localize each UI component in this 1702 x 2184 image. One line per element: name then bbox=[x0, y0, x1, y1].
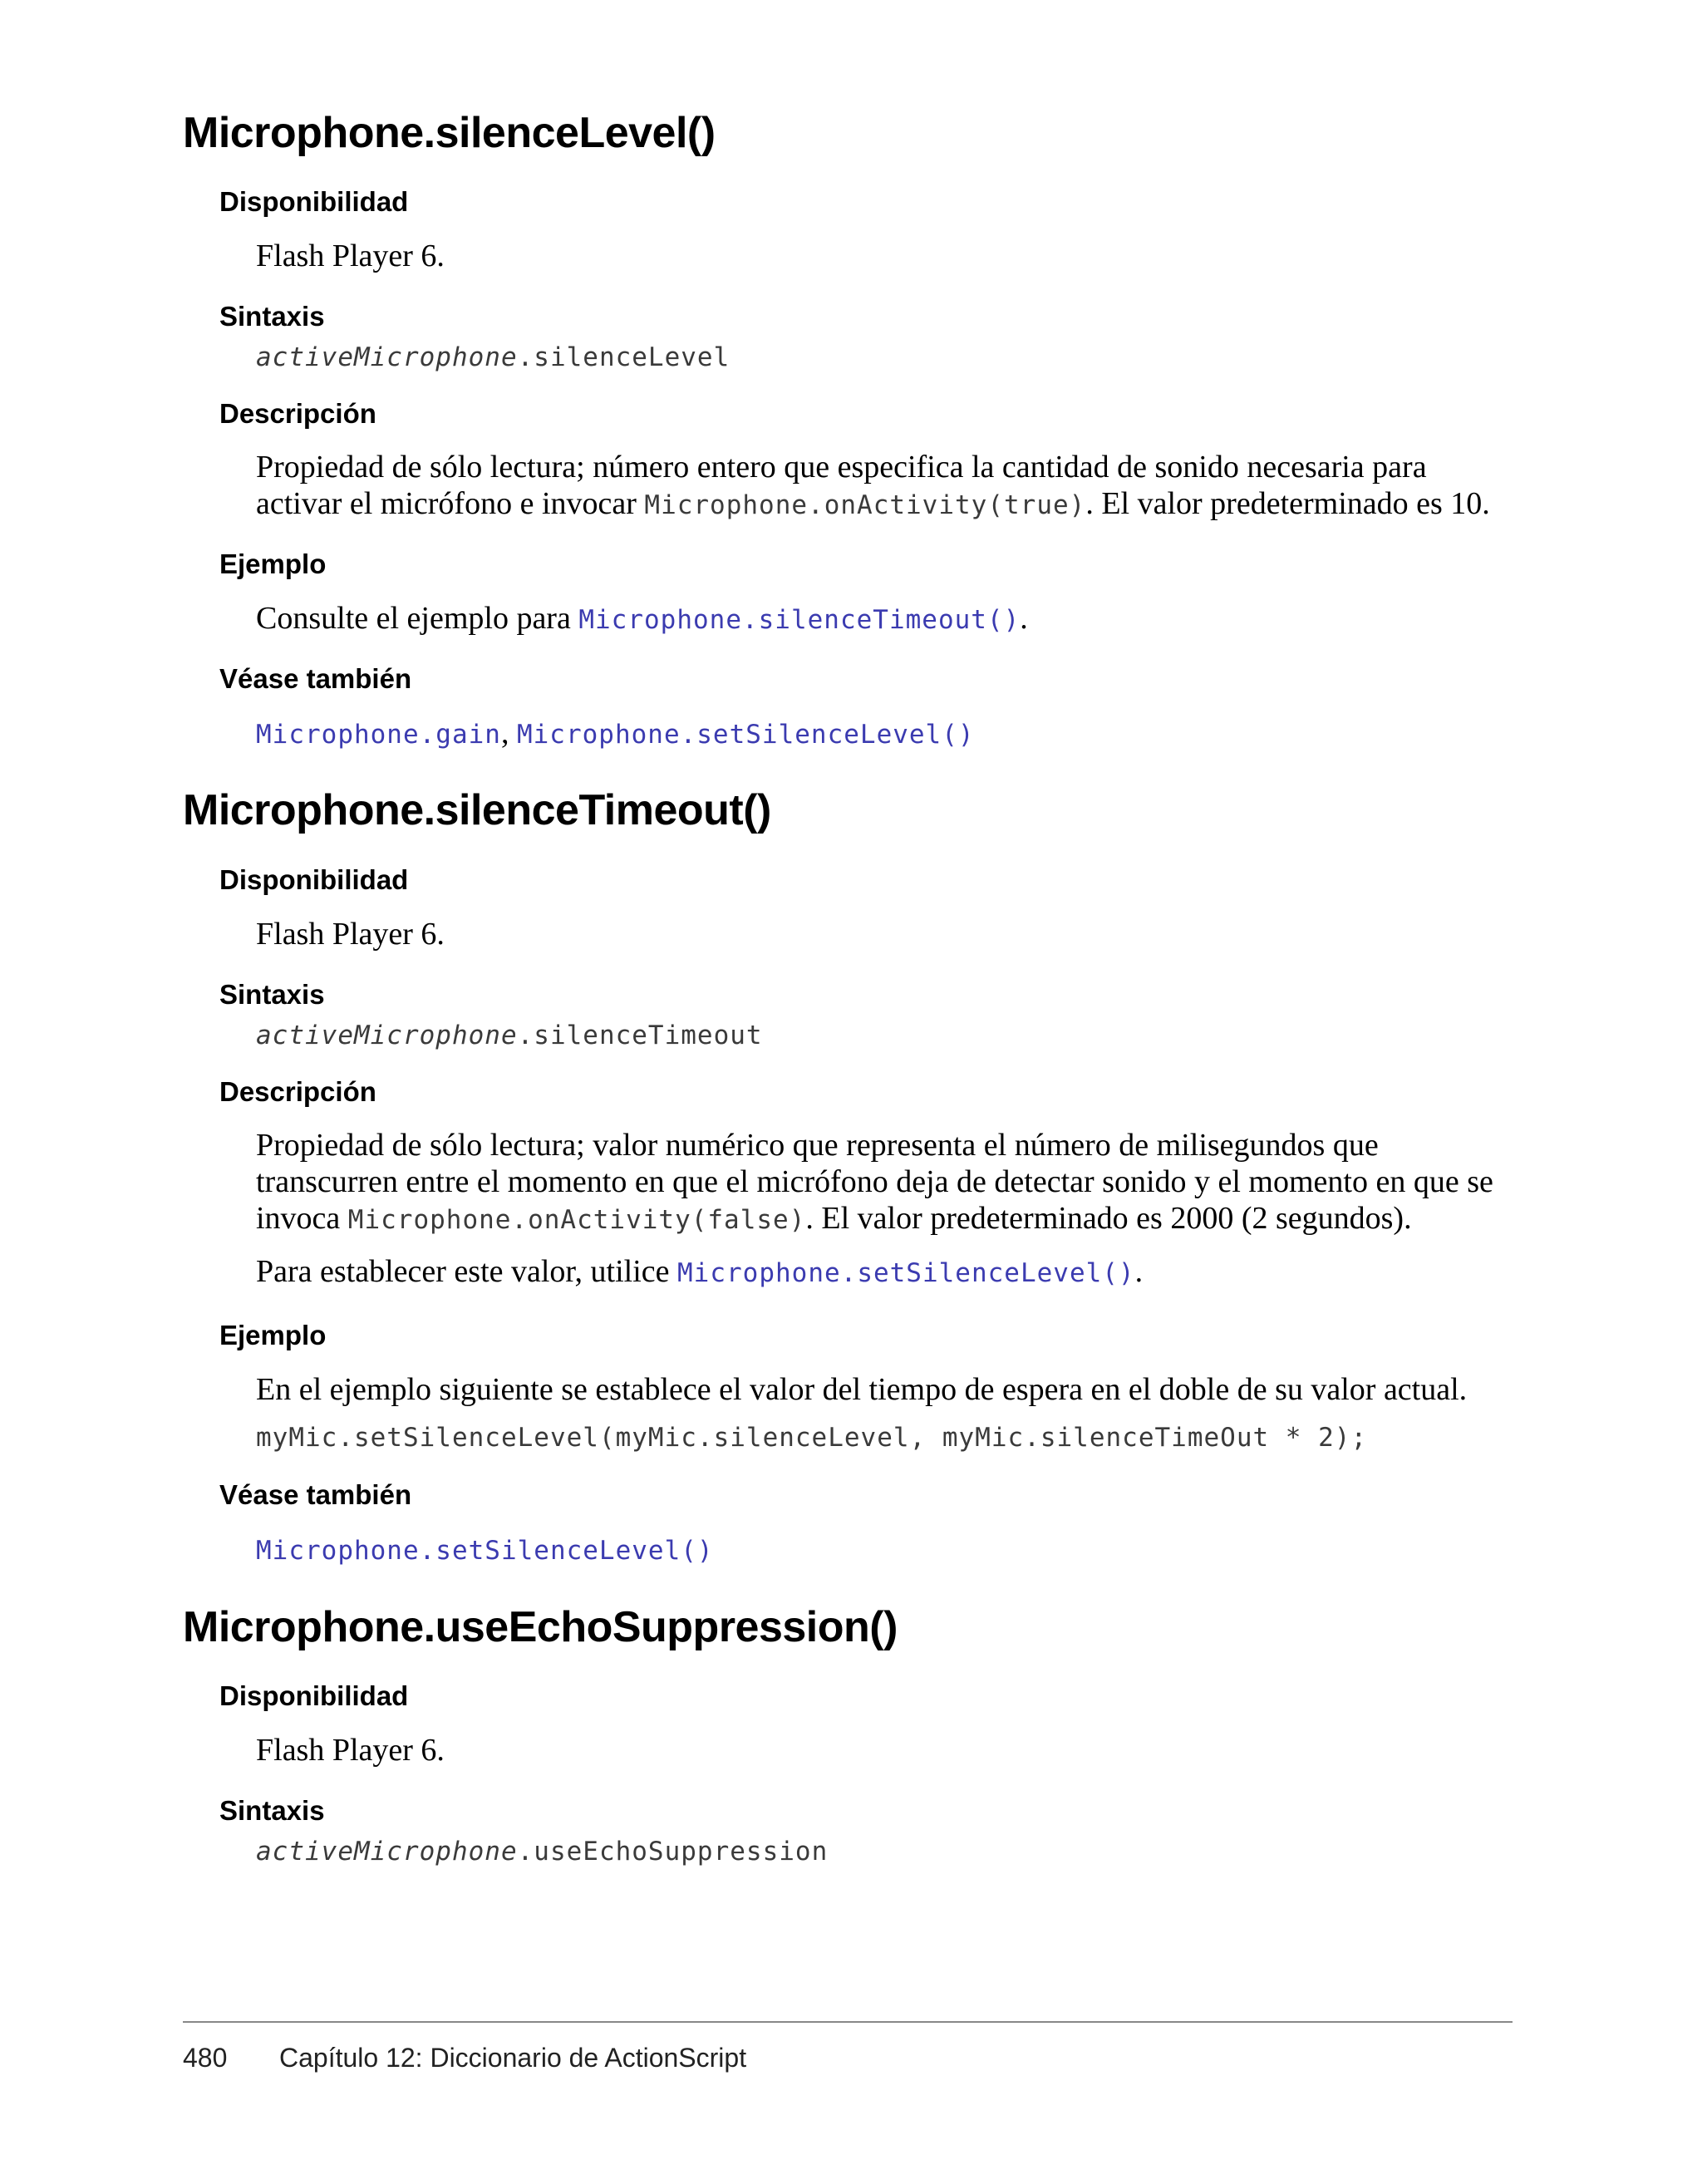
syntax-code-property: .silenceLevel bbox=[517, 342, 730, 372]
example-code: myMic.setSilenceLevel(myMic.silenceLevel, myMic.silenceTimeOut * 2); bbox=[256, 1423, 1368, 1453]
chapter-title: Capítulo 12: Diccionario de ActionScript bbox=[279, 2043, 747, 2073]
silence-timeout-link[interactable]: Microphone.silenceTimeout() bbox=[578, 605, 1021, 635]
availability-text: Flash Player 6. bbox=[256, 239, 445, 273]
description-text-end: . El valor predeterminado es 2000 (2 segundos). bbox=[805, 1201, 1412, 1236]
see-also-heading: Véase también bbox=[219, 1479, 412, 1510]
syntax-heading: Sintaxis bbox=[219, 979, 325, 1010]
footer-divider bbox=[183, 2021, 1513, 2023]
example-heading: Ejemplo bbox=[219, 1320, 327, 1350]
availability-heading: Disponibilidad bbox=[219, 864, 409, 895]
description-heading: Descripción bbox=[219, 398, 376, 429]
page-number: 480 bbox=[183, 2043, 228, 2073]
example-heading: Ejemplo bbox=[219, 548, 327, 579]
section-title: Microphone.silenceTimeout() bbox=[183, 786, 771, 834]
syntax-heading: Sintaxis bbox=[219, 1795, 325, 1826]
syntax-code bbox=[256, 342, 730, 372]
availability-heading: Disponibilidad bbox=[219, 186, 409, 217]
set-silence-level-link[interactable]: Microphone.setSilenceLevel() bbox=[256, 1536, 714, 1566]
description-text bbox=[256, 1127, 1519, 1238]
syntax-code-object: activeMicrophone bbox=[256, 1021, 518, 1050]
example-text bbox=[256, 600, 1519, 638]
description-text-2 bbox=[256, 1253, 1519, 1291]
availability-text: Flash Player 6. bbox=[256, 917, 445, 952]
syntax-code-object: activeMicrophone bbox=[256, 1837, 518, 1867]
syntax-code bbox=[256, 1021, 763, 1050]
syntax-code-property: .silenceTimeout bbox=[517, 1021, 763, 1050]
syntax-heading: Sintaxis bbox=[219, 301, 325, 332]
set-silence-level-link[interactable]: Microphone.setSilenceLevel() bbox=[677, 1258, 1135, 1288]
see-also-separator: , bbox=[500, 716, 517, 750]
see-also-links bbox=[256, 715, 1519, 753]
description-inline-code: Microphone.onActivity(false) bbox=[347, 1205, 806, 1235]
section-title: Microphone.useEchoSuppression() bbox=[183, 1603, 898, 1651]
description-text bbox=[256, 449, 1519, 524]
description-heading: Descripción bbox=[219, 1076, 376, 1107]
description-text-start: Propiedad de sólo lectura; valor numérico que representa el número de milisegundos que transcurren entre el momento en que el micrófono deja de detectar sonido y el momento en que se invoca bbox=[256, 1128, 1493, 1236]
syntax-code bbox=[256, 1837, 828, 1867]
availability-heading: Disponibilidad bbox=[219, 1680, 409, 1711]
section-title: Microphone.silenceLevel() bbox=[183, 109, 716, 157]
description2-text-start: Para establecer este valor, utilice bbox=[256, 1254, 678, 1289]
description-text-end: . El valor predeterminado es 10. bbox=[1085, 486, 1490, 521]
see-also-heading: Véase también bbox=[219, 663, 412, 694]
set-silence-level-link[interactable]: Microphone.setSilenceLevel() bbox=[516, 720, 975, 750]
description-text-start: Propiedad de sólo lectura; número entero que especifica la cantidad de sonido necesaria para activar el micrófono e invocar bbox=[256, 450, 1427, 521]
gain-link[interactable]: Microphone.gain bbox=[256, 720, 501, 750]
see-also-links bbox=[256, 1531, 1519, 1569]
page-footer bbox=[183, 2043, 746, 2073]
syntax-code-property: .useEchoSuppression bbox=[517, 1837, 829, 1867]
availability-text: Flash Player 6. bbox=[256, 1733, 445, 1768]
syntax-code-object: activeMicrophone bbox=[256, 342, 518, 372]
description-inline-code: Microphone.onActivity(true) bbox=[644, 490, 1086, 520]
example-text-end: . bbox=[1020, 601, 1028, 636]
example-text-start: Consulte el ejemplo para bbox=[256, 601, 579, 636]
description2-text-end: . bbox=[1134, 1254, 1144, 1289]
example-text: En el ejemplo siguiente se establece el valor del tiempo de espera en el doble de su valor actual. bbox=[256, 1372, 1468, 1407]
